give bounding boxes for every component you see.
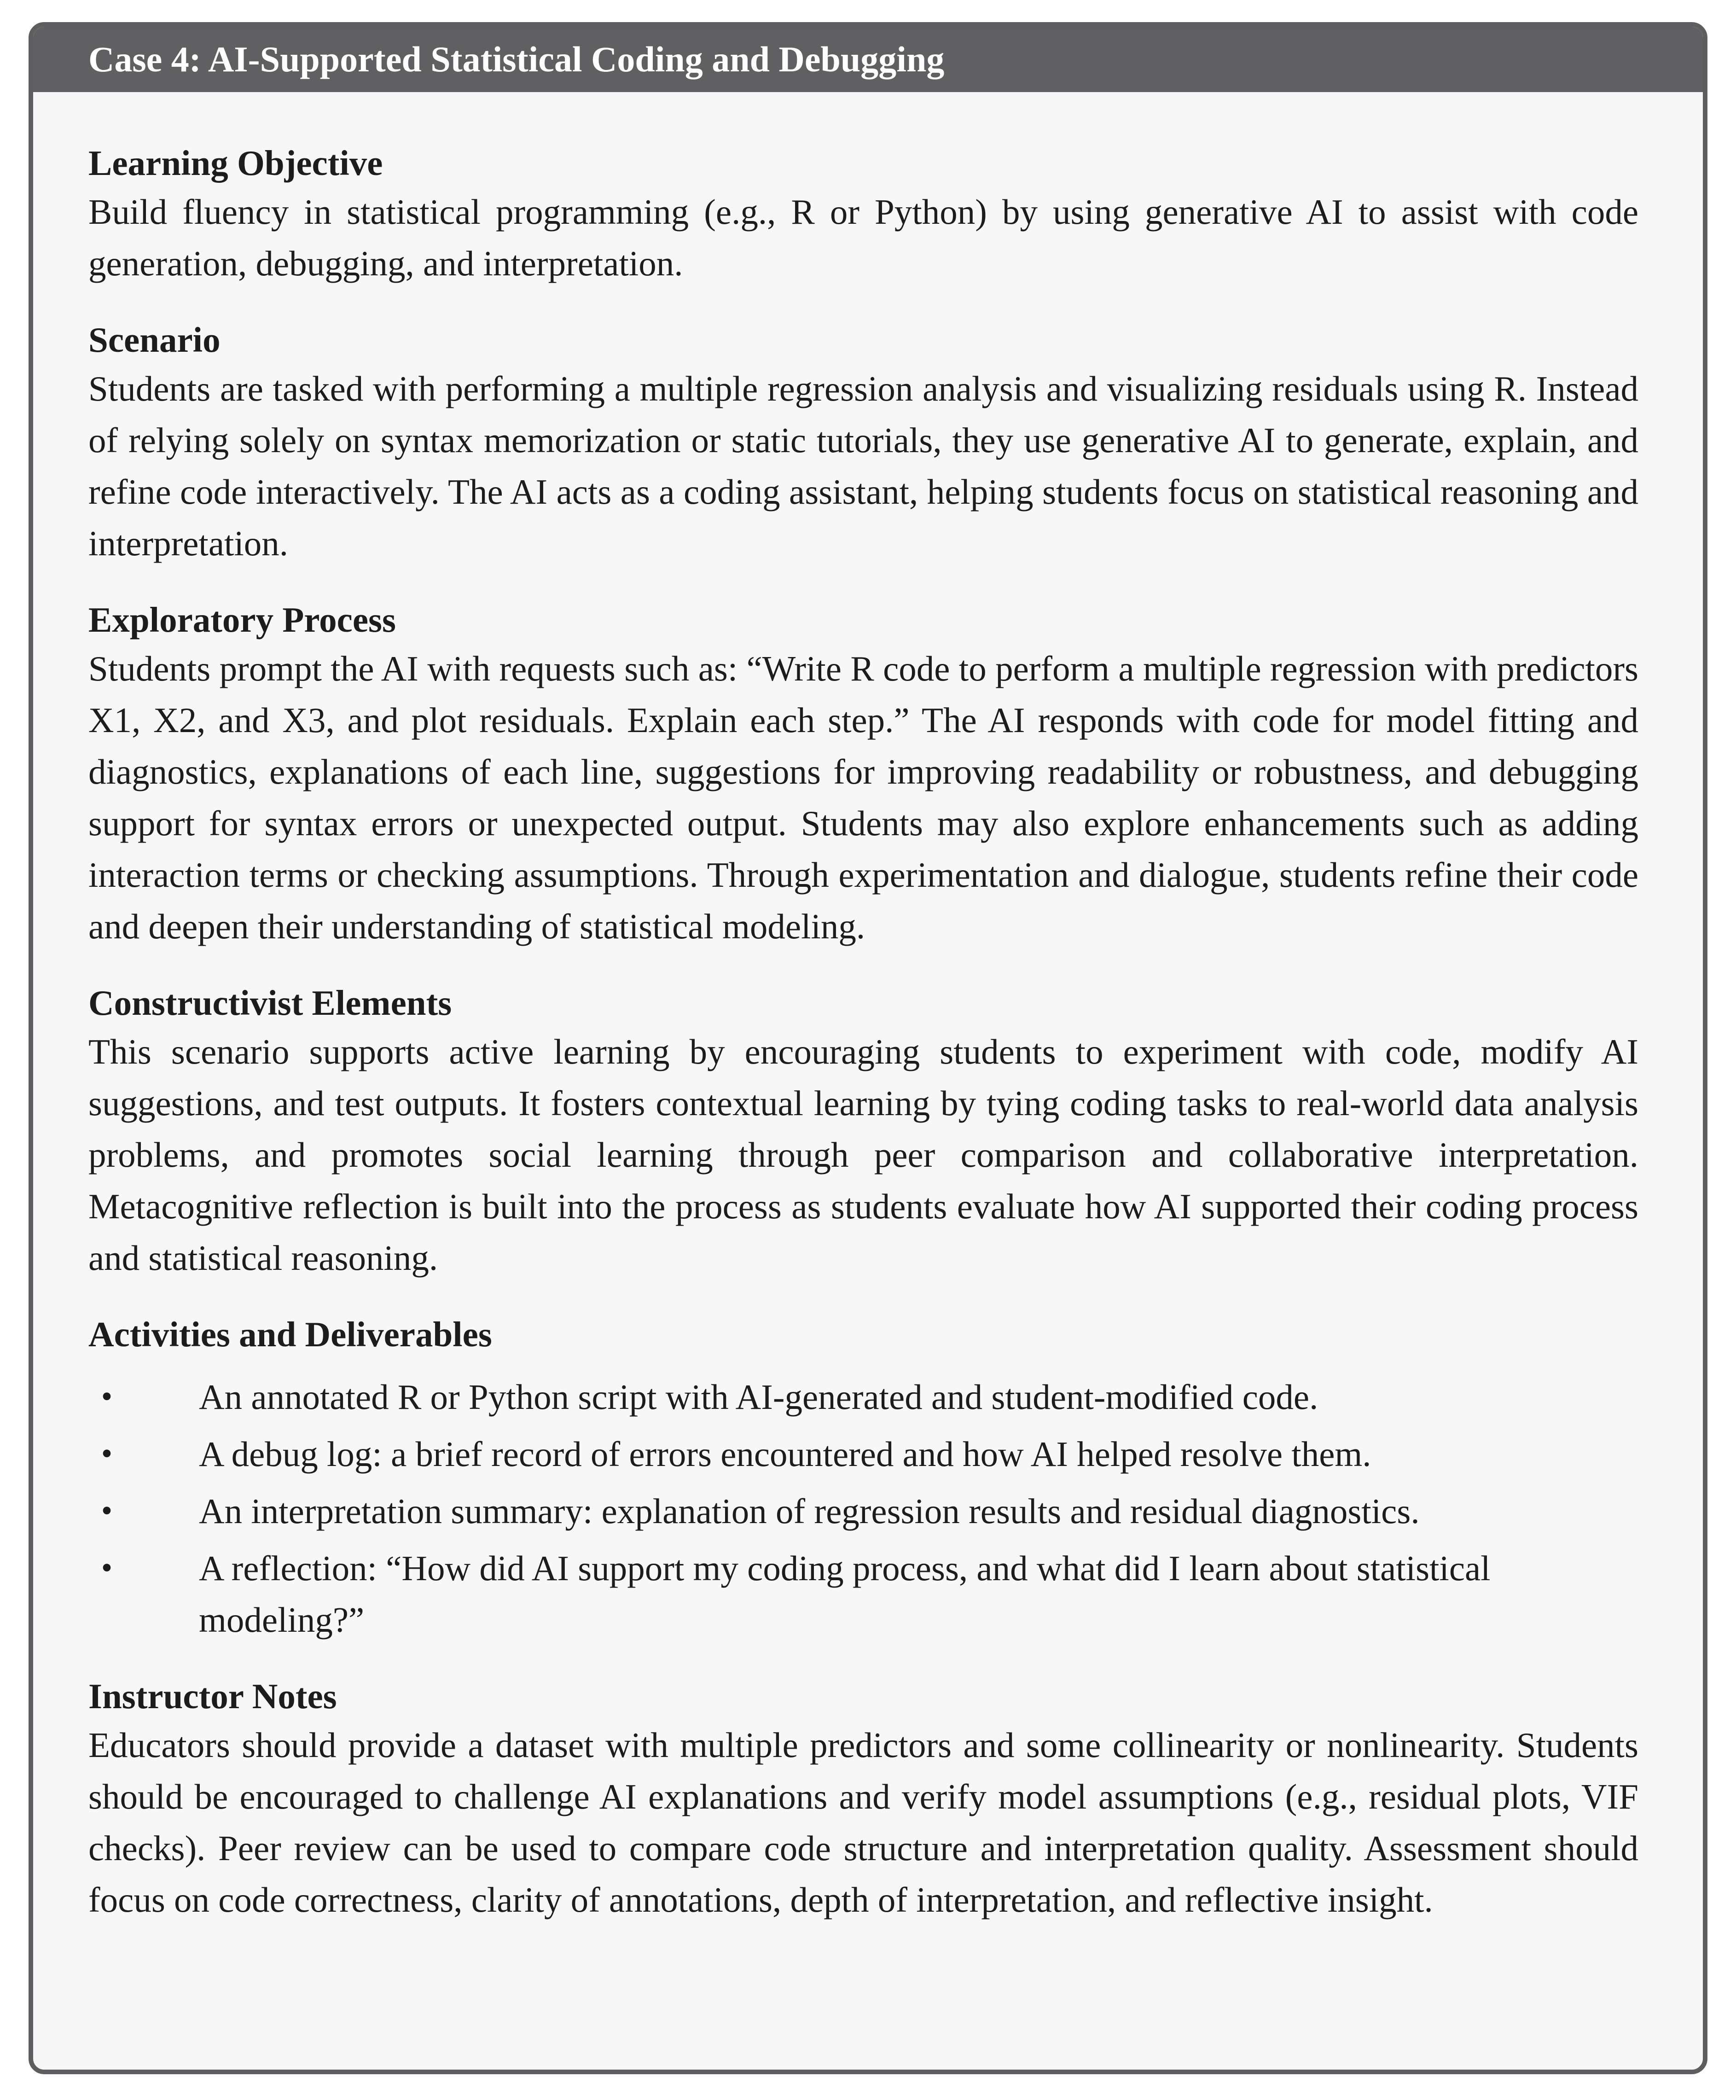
bullet-icon: • — [101, 1436, 113, 1472]
list-item-text: A debug log: a brief record of errors encountered and how AI helped resolve them. — [199, 1434, 1371, 1474]
section-text: Students prompt the AI with requests such as: “Write R code to perform a multiple regression with predictors X1, X2, and X3, and plot residuals. Explain each step.” The AI responds with code for model fitting and diagnostics, explanations of each line, suggestions for improving readability or robustness, and debugging support for syntax errors or unexpected output. Students may also explore enhancements such as adding interaction terms or checking assumptions. Through experimentation and dialogue, students refine their code and deepen their understanding of statistical modeling. — [88, 649, 1638, 946]
deliverables-list — [88, 1371, 1638, 1646]
list-item — [88, 1428, 1638, 1480]
section-text: This scenario supports active learning by encouraging students to experiment with code, modify AI suggestions, and test outputs. It fosters contextual learning by tying coding tasks to real-world data analysis problems, and promotes social learning through peer comparison and collaborative interpretation. Metacognitive reflection is built into the process as students evaluate how AI supported their coding process and statistical reasoning. — [88, 1032, 1638, 1278]
case-body — [33, 92, 1703, 1925]
case-box — [29, 22, 1707, 2074]
section-heading: Learning Objective — [88, 143, 383, 183]
bullet-icon: • — [101, 1493, 113, 1529]
section-heading: Constructivist Elements — [88, 983, 452, 1023]
list-item-text: An annotated R or Python script with AI-generated and student-modified code. — [199, 1377, 1318, 1417]
list-item-text: A reflection: “How did AI support my coding process, and what did I learn about statistical modeling?” — [199, 1548, 1491, 1640]
list-item — [88, 1371, 1638, 1423]
list-item-text: An interpretation summary: explanation of regression results and residual diagnostics. — [199, 1491, 1420, 1531]
list-item — [88, 1485, 1638, 1537]
section-exploratory-process — [88, 597, 1638, 952]
section-heading: Exploratory Process — [88, 600, 396, 640]
section-text: Build fluency in statistical programming (e.g., R or Python) by using generative AI to assist with code generation, debugging, and interpretation. — [88, 192, 1638, 283]
section-scenario — [88, 317, 1638, 569]
section-activities-deliverables — [88, 1311, 1638, 1646]
section-learning-objective — [88, 140, 1638, 289]
section-heading: Activities and Deliverables — [88, 1315, 492, 1354]
list-item — [88, 1542, 1638, 1646]
section-instructor-notes — [88, 1673, 1638, 1925]
bullet-icon: • — [101, 1550, 113, 1586]
section-text: Educators should provide a dataset with multiple predictors and some collinearity or nonlinearity. Students should be encouraged to challenge AI explanations and verify model assumptions (e.g., residual plots, VIF checks). Peer review can be used to compare code structure and interpretation quality. Assessment should focus on code correctness, clarity of annotations, depth of interpretation, and reflective insight. — [88, 1725, 1638, 1920]
section-constructivist-elements — [88, 980, 1638, 1284]
section-text: Students are tasked with performing a multiple regression analysis and visualizing residuals using R. Instead of relying solely on syntax memorization or static tutorials, they use generative AI to generate, explain, and refine code interactively. The AI acts as a coding assistant, helping students focus on statistical reasoning and interpretation. — [88, 369, 1638, 563]
bullet-icon: • — [101, 1379, 113, 1414]
section-heading: Scenario — [88, 320, 221, 360]
section-heading: Instructor Notes — [88, 1676, 337, 1716]
case-title: Case 4: AI-Supported Statistical Coding and Debugging — [33, 27, 1703, 92]
